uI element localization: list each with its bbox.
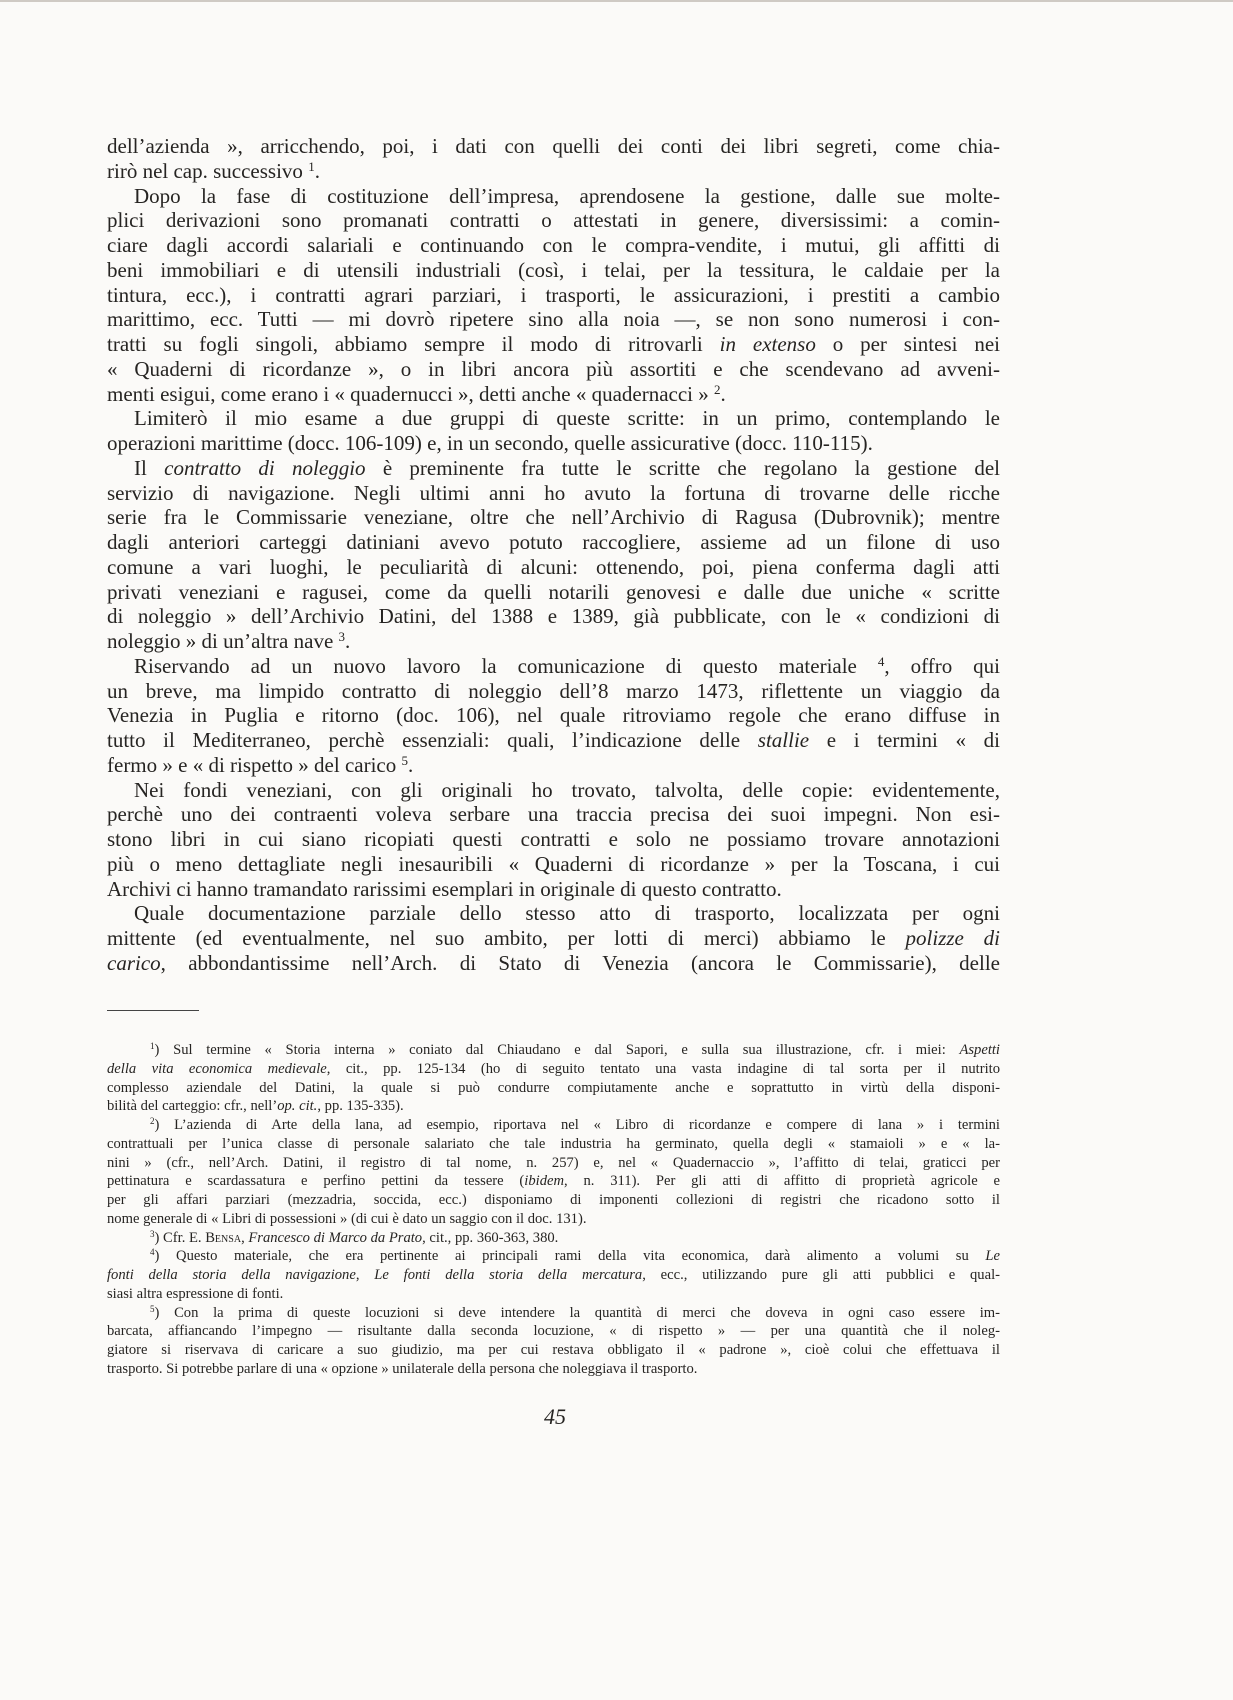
text-run: ) Cfr. E. (154, 1229, 206, 1246)
text-line (107, 728, 1000, 753)
text-line (107, 1304, 1000, 1323)
text-line (107, 1135, 1000, 1154)
footnote-marker: 3 (338, 628, 346, 644)
text-run: , ecc., utilizzando pure gli atti pubblici e qual- (642, 1267, 1000, 1283)
text-line (107, 629, 1000, 654)
text-run: barcata, affiancando l’impegno — risultante dalla seconda locuzione, « di rispetto » — per una quantità che il noleg- (107, 1323, 1000, 1340)
italic-text: polizze di (905, 926, 1000, 950)
footnote-marker: 5 (150, 1303, 155, 1314)
text-run: mittente (ed eventualmente, nel suo ambito, per lotti di merci) abbiamo le (107, 926, 906, 950)
text-line (107, 580, 1000, 605)
text-run: nome generale di « Libri di possessioni » (di cui è dato un saggio con il doc. 131). (107, 1210, 587, 1227)
italic-text: Aspetti (959, 1042, 1000, 1058)
paragraph (107, 778, 1000, 902)
text-run: siasi altra espressione di fonti. (107, 1285, 284, 1302)
text-run: Riservando ad un nuovo lavoro la comunicazione di questo materiale (134, 653, 878, 678)
text-run: Quale documentazione parziale dello stesso atto di trasporto, localizzata per ogni (134, 901, 1000, 926)
italic-text: Le (985, 1248, 1000, 1265)
text-run: Venezia in Puglia e ritorno (doc. 106), nel quale ritroviamo regole che erano diffuse in (107, 703, 1000, 728)
text-run: , cit., pp. 360-363, 380. (422, 1229, 559, 1246)
text-run: bilità del carteggio: cfr., nell’ (107, 1098, 278, 1115)
paragraph (107, 406, 1000, 456)
footnote (107, 1041, 1000, 1116)
text-line (107, 926, 1000, 951)
italic-text: in extenso (719, 332, 816, 356)
italic-text: op. cit. (277, 1098, 318, 1115)
text-line (107, 1247, 1000, 1266)
paragraph (107, 654, 1000, 778)
paragraph (107, 134, 1000, 184)
text-run: . (408, 752, 414, 777)
text-run: , (241, 1229, 249, 1246)
text-line (107, 877, 1000, 902)
footnote-marker: 1 (150, 1041, 155, 1052)
text-run: , (355, 1267, 375, 1283)
italic-text: carico (107, 950, 161, 975)
italic-text: contratto di noleggio (164, 455, 366, 480)
text-run: . (720, 381, 726, 406)
footnote (107, 1304, 1000, 1379)
text-line (107, 456, 1000, 481)
text-line (107, 283, 1000, 308)
italic-text: ibidem (524, 1173, 565, 1190)
text-run: tintura, ecc.), i contratti agrari parziari, i trasporti, le assicurazioni, i prestiti a cambio (107, 282, 1000, 307)
italic-text: stallie (757, 728, 810, 752)
text-run: beni immobiliari e di utensili industriali (così, i telai, per la tessitura, le caldaie per la (107, 257, 1000, 282)
text-run: ) L’azienda di Arte della lana, ad esempio, riportava nel « Libro di ricordanze e compere di lana » i termini (154, 1117, 1000, 1133)
footnote-marker: 3 (150, 1228, 155, 1239)
text-line (107, 1322, 1000, 1341)
text-line (107, 1360, 1000, 1379)
text-run: fermo » e « di rispetto » del carico (107, 752, 402, 777)
text-run: ) Con la prima di queste locuzioni si deve intendere la quantità di merci che doveva in ogni caso essere im- (154, 1304, 1000, 1321)
text-line (107, 901, 1000, 926)
text-run: , pp. 135-335). (317, 1098, 404, 1115)
text-run: . (345, 629, 351, 653)
small-caps-text: Bensa (205, 1229, 242, 1246)
text-line (107, 1341, 1000, 1360)
text-line (107, 1116, 1000, 1135)
footnote-marker: 2 (714, 381, 721, 397)
text-run: tratti su fogli singoli, abbiamo sempre il modo di ritrovarli (107, 332, 720, 356)
text-run: o per sintesi nei (815, 332, 1001, 356)
text-run: tutto il Mediterraneo, perchè essenziali: quali, l’indicazione delle (107, 728, 758, 752)
text-line (107, 604, 1000, 629)
text-run: stono libri in cui siano ricopiati questi contratti e solo ne possiamo trovare annotazioni (107, 827, 1000, 851)
text-line (107, 1285, 1000, 1304)
footnote (107, 1229, 1000, 1248)
text-run: giatore si riservava di caricare a suo giudizio, ma per cui restava obbligato il « padrone », cioè colui che effettuava il (107, 1342, 1000, 1358)
text-line (107, 1266, 1000, 1285)
text-run: Dopo la fase di costituzione dell’impresa, aprendosene la gestione, dalle sue molte- (134, 183, 1000, 208)
footnote-marker: 5 (401, 752, 408, 768)
paragraph (107, 901, 1000, 975)
text-line (107, 778, 1000, 803)
text-line (107, 184, 1000, 209)
text-run: . (314, 158, 320, 183)
footnote-separator (107, 1010, 199, 1011)
text-run: per gli affari parziari (mezzadria, soccida, ecc.) disponiamo di imponenti collezioni di registri che ricadono sotto il (107, 1192, 1000, 1208)
text-run: dell’azienda », arricchendo, poi, i dati con quelli dei conti dei libri segreti, come chia- (107, 134, 1000, 158)
text-run: servizio di navigazione. Negli ultimi anni ho avuto la fortuna di trovarne delle ricche (107, 480, 1000, 505)
footnote (107, 1116, 1000, 1229)
text-line (107, 654, 1000, 679)
text-run: Nei fondi veneziani, con gli originali ho trovato, talvolta, delle copie: evidentemente, (134, 777, 1000, 802)
text-line (107, 530, 1000, 555)
footnote-marker: 1 (308, 158, 315, 174)
text-line (107, 852, 1000, 877)
italic-text: Francesco di Marco da Prato (248, 1229, 423, 1246)
text-line (107, 1154, 1000, 1173)
text-line (107, 134, 1000, 159)
text-line (107, 431, 1000, 456)
text-run: operazioni marittime (docc. 106-109) e, in un secondo, quelle assicurative (docc. 110-115). (107, 431, 873, 455)
text-line (107, 382, 1000, 407)
text-run: complesso aziendale del Datini, la quale si può condurre compiutamente anche e soprattutto in virtù della disponi- (107, 1079, 1000, 1096)
text-line (107, 1041, 1000, 1060)
text-line (107, 1060, 1000, 1079)
text-line (107, 307, 1000, 332)
text-run: ciare dagli accordi salariali e continuando con le compra-vendite, i mutui, gli affitti di (107, 233, 1000, 257)
text-run: di noleggio » dell’Archivio Datini, del 1388 e 1389, già pubblicate, con le « condizioni di (107, 604, 1000, 629)
text-run: , abbondantissime nell’Arch. di Stato di Venezia (ancora le Commissarie), delle (160, 950, 1000, 975)
text-line (107, 1210, 1000, 1229)
text-line (107, 827, 1000, 852)
text-run: plici derivazioni sono promanati contratti o attestati in genere, diversissimi: a comin- (107, 208, 1000, 233)
paragraph (107, 184, 1000, 407)
text-run: e i termini « di (809, 728, 1000, 752)
text-run: Il (134, 455, 165, 480)
italic-text: fonti della storia della navigazione (107, 1267, 356, 1283)
text-run: un breve, ma limpido contratto di noleggio dell’8 marzo 1473, riflettente un viaggio da (107, 678, 1000, 703)
text-run: contrattuali per l’unica classe di personale salariato che tale industria ha germinato, quella degli « stamaioli » e « la- (107, 1135, 1000, 1152)
text-line (107, 481, 1000, 506)
text-run: serie fra le Commissarie veneziane, oltre che nell’Archivio di Ragusa (Dubrovnik); mentre (107, 505, 1000, 530)
italic-text: Le fonti della storia della mercatura (374, 1267, 643, 1283)
text-run: , n. 311). Per gli atti di affitto di proprietà agricole e (564, 1173, 1000, 1190)
text-line (107, 505, 1000, 530)
text-run: ) Sul termine « Storia interna » coniato dal Chiaudano e dal Sapori, e sulla sua illustrazione, cfr. i miei: (154, 1042, 960, 1058)
text-run: trasporto. Si potrebbe parlare di una « opzione » unilaterale della persona che noleggiava il trasporto. (107, 1360, 698, 1377)
text-run: menti esigui, come erano i « quadernucci », detti anche « quadernacci » (107, 381, 715, 406)
text-line (107, 802, 1000, 827)
text-run: dagli anteriori carteggi datiniani avevo potuto raccogliere, assieme ad un filone di uso (107, 530, 1000, 554)
text-run: è preminente fra tutte le scritte che regolano la gestione del (365, 455, 1001, 480)
text-run: pettinatura e scardassatura e perfino pettini da tessere ( (107, 1173, 525, 1190)
text-line (107, 1229, 1000, 1248)
text-run: ) Questo materiale, che era pertinente ai principali rami della vita economica, darà alimento a volumi su (154, 1248, 986, 1265)
italic-text: della vita economica medievale (107, 1060, 327, 1077)
text-run: Archivi ci hanno tramandato rarissimi esemplari in originale di questo contratto. (107, 876, 782, 901)
text-line (107, 1097, 1000, 1116)
text-run: noleggio » di un’altra nave (107, 629, 339, 653)
text-run: marittimo, ecc. Tutti — mi dovrò ripetere sino alla noia —, se non sono numerosi i con- (107, 307, 1000, 332)
footnotes (107, 1041, 1000, 1379)
text-line (107, 406, 1000, 431)
text-run: perchè uno dei contraenti voleva serbare una traccia precisa dei suoi impegni. Non esi- (107, 802, 1000, 827)
text-line (107, 753, 1000, 778)
text-run: privati veneziani e ragusei, come da quelli notarili genovesi e dalle due uniche « scritte (107, 579, 1000, 604)
text-run: rirò nel cap. successivo (107, 158, 309, 183)
footnote-marker: 2 (150, 1116, 155, 1127)
footnote-marker: 4 (150, 1247, 155, 1258)
text-run: « Quaderni di ricordanze », o in libri ancora più assortiti e che scendevano ad avveni- (107, 356, 1000, 381)
page-number: 45 (544, 1404, 566, 1429)
text-run: , offro qui (884, 653, 1000, 678)
text-run: , cit., pp. 125-134 (ho di seguito tentato una vasta indagine di tal sorta per il nutrito (326, 1060, 1000, 1077)
text-run: comune a vari luoghi, le peculiarità di alcuni: ottenendo, poi, piena conferma dagli atti (107, 554, 1000, 579)
text-line (107, 357, 1000, 382)
text-line (107, 951, 1000, 976)
text-run: Limiterò il mio esame a due gruppi di queste scritte: in un primo, contemplando le (134, 406, 1000, 431)
page-top-edge (0, 0, 1233, 2)
text-line (107, 703, 1000, 728)
body-text (107, 134, 1000, 976)
text-line (107, 332, 1000, 357)
text-line (107, 679, 1000, 704)
text-line (107, 233, 1000, 258)
text-run: più o meno dettagliate negli inesauribili « Quaderni di ricordanze » per la Toscana, i cui (107, 851, 1000, 876)
text-line (107, 1079, 1000, 1098)
text-line (107, 208, 1000, 233)
text-line (107, 555, 1000, 580)
text-line (107, 258, 1000, 283)
paragraph (107, 456, 1000, 654)
text-line (107, 1191, 1000, 1210)
footnote (107, 1247, 1000, 1303)
text-line (107, 159, 1000, 184)
footnote-marker: 4 (877, 653, 885, 669)
text-run: nini » (cfr., nell’Arch. Datini, il registro di tal nome, n. 257) e, nel « Quadernaccio », l’affitto di telai, graticci per (107, 1154, 1000, 1171)
text-line (107, 1172, 1000, 1191)
